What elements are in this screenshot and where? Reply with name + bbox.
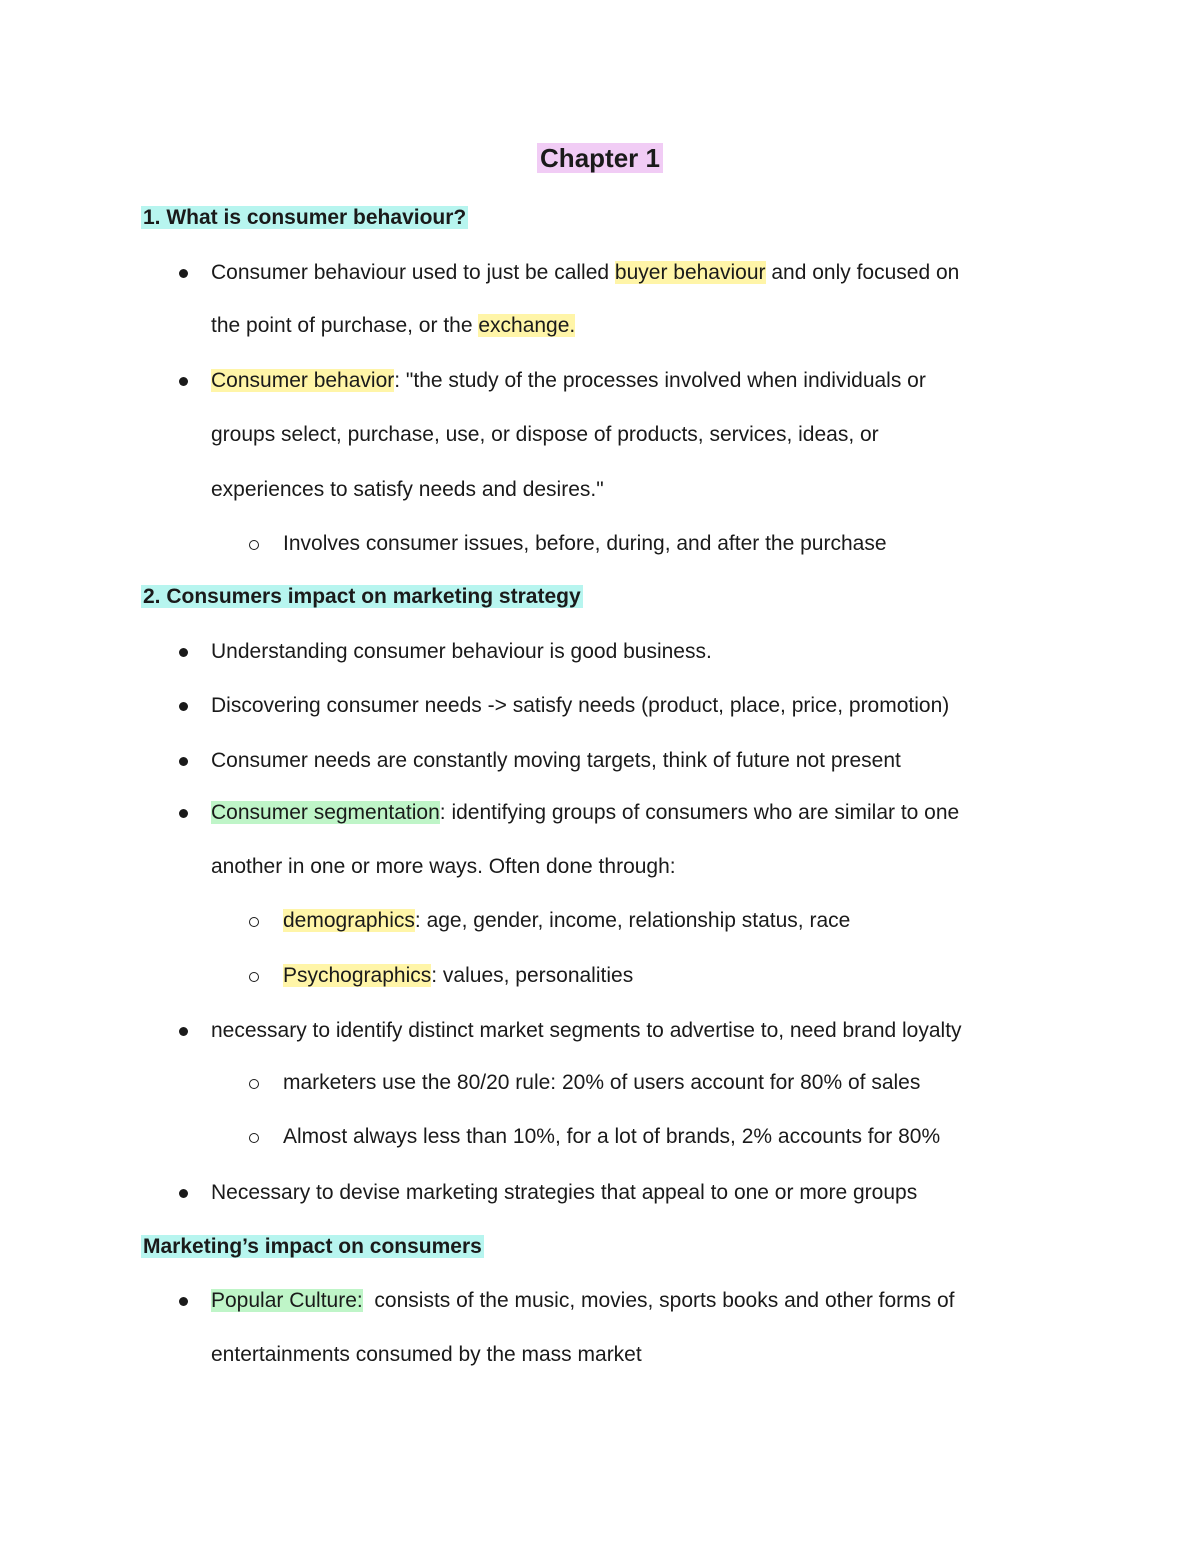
sub-bullet-icon bbox=[249, 917, 259, 927]
bullet-icon bbox=[179, 377, 188, 386]
section-heading-2: 2. Consumers impact on marketing strategy bbox=[143, 585, 581, 608]
highlight-term: exchange. bbox=[478, 314, 576, 337]
bullet-icon bbox=[179, 809, 188, 818]
bullet-icon bbox=[179, 702, 188, 711]
list-item: necessary to identify distinct market segments to advertise to, need brand loyalty bbox=[211, 1019, 962, 1042]
highlight-term: Psychographics bbox=[283, 964, 432, 987]
list-item-continuation: experiences to satisfy needs and desires." bbox=[211, 478, 604, 501]
list-item-continuation: entertainments consumed by the mass market bbox=[211, 1343, 642, 1366]
sub-list-item: Almost always less than 10%, for a lot of brands, 2% accounts for 80% bbox=[283, 1125, 941, 1148]
sub-bullet-icon bbox=[249, 1133, 259, 1143]
list-item: Consumer segmentation: identifying groups of consumers who are similar to one bbox=[211, 801, 960, 824]
bullet-icon bbox=[179, 269, 188, 278]
bullet-icon bbox=[179, 1297, 188, 1306]
bullet-icon bbox=[179, 1027, 188, 1036]
list-item: Discovering consumer needs -> satisfy needs (product, place, price, promotion) bbox=[211, 694, 950, 717]
highlight-term: Consumer behavior bbox=[211, 369, 395, 392]
bullet-icon bbox=[179, 648, 188, 657]
section-heading-3: Marketing’s impact on consumers bbox=[143, 1235, 482, 1258]
sub-list-item: demographics: age, gender, income, relationship status, race bbox=[283, 909, 851, 932]
list-item: Understanding consumer behaviour is good business. bbox=[211, 640, 712, 663]
bullet-icon bbox=[179, 757, 188, 766]
sub-list-item: Involves consumer issues, before, during, and after the purchase bbox=[283, 532, 887, 555]
section-heading-1: 1. What is consumer behaviour? bbox=[143, 206, 467, 229]
list-item: Popular Culture: consists of the music, movies, sports books and other forms of bbox=[211, 1289, 955, 1312]
highlight-term: demographics bbox=[283, 909, 415, 932]
list-item: Consumer behaviour used to just be called buyer behaviour and only focused on bbox=[211, 261, 960, 284]
page-title: Chapter 1 bbox=[0, 140, 1200, 176]
sub-list-item: Psychographics: values, personalities bbox=[283, 964, 634, 987]
sub-bullet-icon bbox=[249, 540, 259, 550]
list-item: Necessary to devise marketing strategies that appeal to one or more groups bbox=[211, 1181, 918, 1204]
bullet-icon bbox=[179, 1189, 188, 1198]
list-item-continuation: the point of purchase, or the exchange. bbox=[211, 314, 576, 337]
sub-list-item: marketers use the 80/20 rule: 20% of users account for 80% of sales bbox=[283, 1071, 921, 1094]
list-item-continuation: another in one or more ways. Often done through: bbox=[211, 855, 676, 878]
highlight-term: buyer behaviour bbox=[614, 261, 766, 284]
sub-bullet-icon bbox=[249, 972, 259, 982]
highlight-term: Popular Culture: bbox=[211, 1289, 363, 1312]
sub-bullet-icon bbox=[249, 1079, 259, 1089]
list-item: Consumer behavior: "the study of the processes involved when individuals or bbox=[211, 369, 926, 392]
list-item: Consumer needs are constantly moving targets, think of future not present bbox=[211, 749, 901, 772]
highlight-term: Consumer segmentation bbox=[211, 801, 440, 824]
list-item-continuation: groups select, purchase, use, or dispose of products, services, ideas, or bbox=[211, 423, 879, 446]
